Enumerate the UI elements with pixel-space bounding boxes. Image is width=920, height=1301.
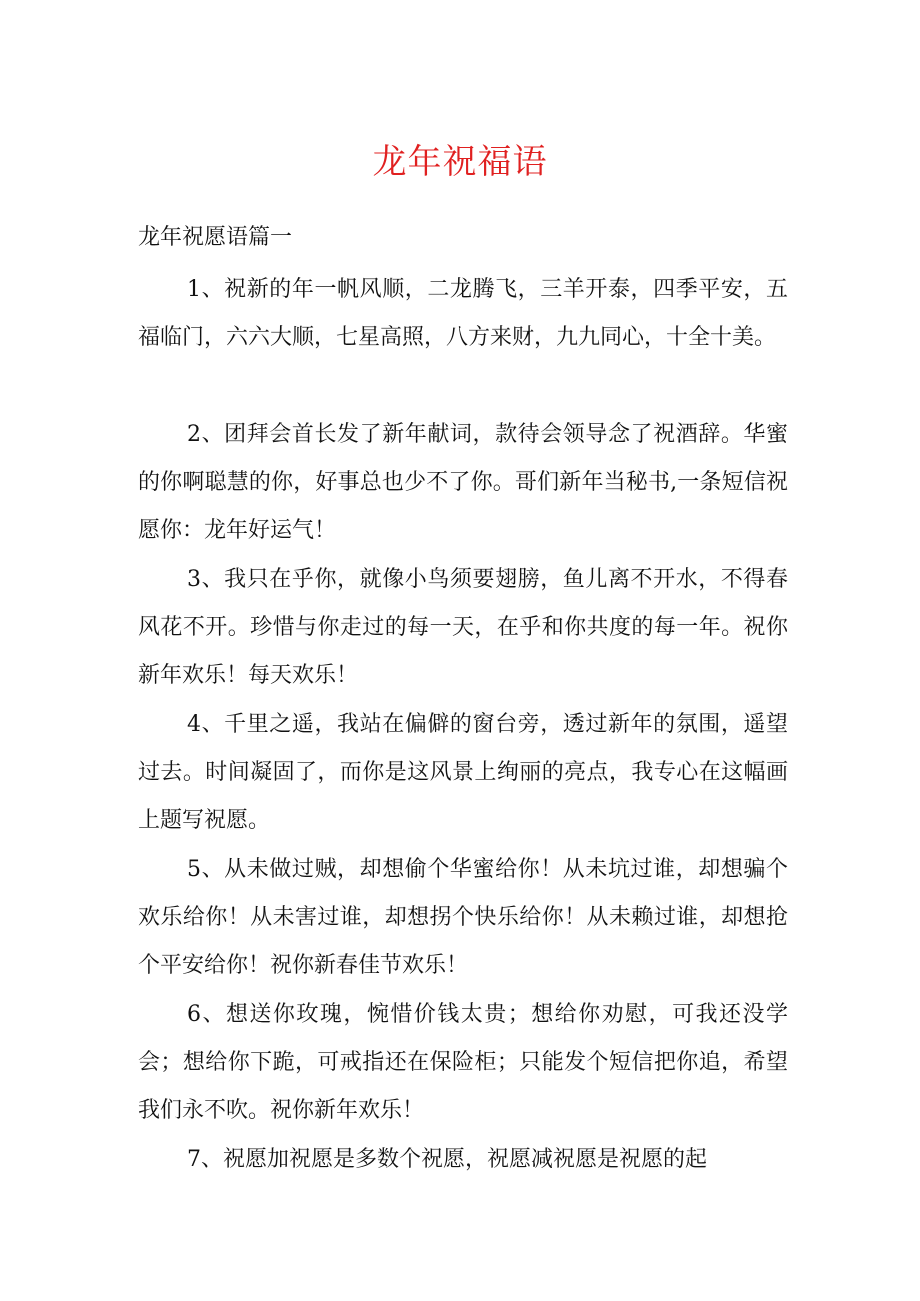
paragraph-6: 6、想送你玫瑰，惋惜价钱太贵；想给你劝慰，可我还没学会；想给你下跪，可戒指还在保险柜；只能发个短信把你追，希望我们永不吹。祝你新年欢乐！ [138, 1002, 788, 1123]
paragraph-7: 7、祝愿加祝愿是多数个祝愿，祝愿减祝愿是祝愿的起 [187, 1147, 707, 1172]
paragraph-4: 4、千里之遥，我站在偏僻的窗台旁，透过新年的氛围，遥望过去。时间凝固了，而你是这风景上绚丽的亮点，我专心在这幅画上题写祝愿。 [138, 712, 788, 833]
section-heading: 龙年祝愿语篇一 [138, 225, 293, 250]
paragraph-3: 3、我只在乎你，就像小鸟须要翅膀，鱼儿离不开水，不得春风花不开。珍惜与你走过的每一天，在乎和你共度的每一年。祝你新年欢乐！每天欢乐！ [138, 567, 788, 688]
paragraph-1: 1、祝新的年一帆风顺，二龙腾飞，三羊开泰，四季平安，五福临门，六六大顺，七星高照，八方来财，九九同心，十全十美。 [138, 277, 788, 350]
document-title: 龙年祝福语 [372, 142, 548, 182]
paragraph-5: 5、从未做过贼，却想偷个华蜜给你！从未坑过谁，却想骗个欢乐给你！从未害过谁，却想拐个快乐给你！从未赖过谁，却想抢个平安给你！祝你新春佳节欢乐！ [138, 857, 788, 978]
paragraph-2: 2、团拜会首长发了新年献词，款待会领导念了祝酒辞。华蜜的你啊聪慧的你，好事总也少不了你。哥们新年当秘书,一条短信祝愿你：龙年好运气！ [138, 422, 788, 543]
